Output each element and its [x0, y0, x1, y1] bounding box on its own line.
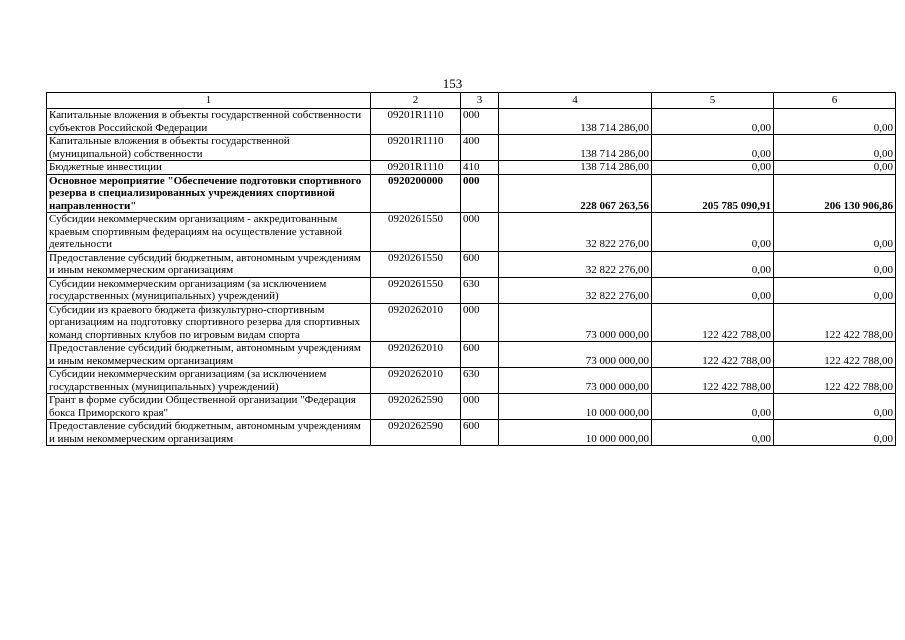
row-value-2024-cell: 138 714 286,00: [499, 161, 652, 175]
row-value-2024-cell: 10 000 000,00: [499, 420, 652, 446]
row-name-cell: Основное мероприятие "Обеспечение подготовки спортивного резерва в специализированных учреждениях спортивной направленности": [47, 174, 371, 213]
column-header: 4: [499, 93, 652, 109]
row-value-2026-cell: 122 422 788,00: [774, 342, 896, 368]
row-type-cell: 600: [461, 420, 499, 446]
row-type-cell: 000: [461, 394, 499, 420]
column-header: 1: [47, 93, 371, 109]
row-code-cell: 0920261550: [371, 213, 461, 252]
row-value-2026-cell: 0,00: [774, 277, 896, 303]
row-value-2025-cell: 0,00: [652, 394, 774, 420]
row-value-2025-cell: 0,00: [652, 161, 774, 175]
table-row: [47, 174, 896, 213]
budget-table: [46, 92, 896, 446]
row-name-cell: Капитальные вложения в объекты государственной собственности субъектов Российской Федерации: [47, 109, 371, 135]
row-type-cell: 630: [461, 277, 499, 303]
row-name-cell: Грант в форме субсидии Общественной организации "Федерация бокса Приморского края": [47, 394, 371, 420]
row-code-cell: 0920261550: [371, 251, 461, 277]
row-value-2026-cell: 122 422 788,00: [774, 303, 896, 342]
row-code-cell: 09201R1110: [371, 161, 461, 175]
table-row: [47, 342, 896, 368]
row-value-2024-cell: 32 822 276,00: [499, 277, 652, 303]
row-value-2024-cell: 73 000 000,00: [499, 303, 652, 342]
row-value-2025-cell: 205 785 090,91: [652, 174, 774, 213]
row-type-cell: 630: [461, 368, 499, 394]
row-name-cell: Капитальные вложения в объекты государственной (муниципальной) собственности: [47, 135, 371, 161]
row-value-2025-cell: 122 422 788,00: [652, 368, 774, 394]
row-type-cell: 000: [461, 174, 499, 213]
table-row: [47, 161, 896, 175]
row-name-cell: Предоставление субсидий бюджетным, автономным учреждениям и иным некоммерческим организациям: [47, 420, 371, 446]
row-code-cell: 09201R1110: [371, 109, 461, 135]
row-type-cell: 410: [461, 161, 499, 175]
row-value-2025-cell: 0,00: [652, 251, 774, 277]
row-value-2024-cell: 73 000 000,00: [499, 368, 652, 394]
table-row: [47, 277, 896, 303]
row-value-2024-cell: 32 822 276,00: [499, 251, 652, 277]
table-row: [47, 303, 896, 342]
table-row: [47, 109, 896, 135]
row-value-2026-cell: 0,00: [774, 109, 896, 135]
row-value-2025-cell: 0,00: [652, 109, 774, 135]
row-code-cell: 0920262590: [371, 394, 461, 420]
row-value-2026-cell: 0,00: [774, 394, 896, 420]
table-row: [47, 420, 896, 446]
row-value-2025-cell: 0,00: [652, 213, 774, 252]
row-name-cell: Бюджетные инвестиции: [47, 161, 371, 175]
row-code-cell: 0920261550: [371, 277, 461, 303]
row-code-cell: 0920262010: [371, 342, 461, 368]
table-header-row: [47, 93, 896, 109]
row-value-2024-cell: 10 000 000,00: [499, 394, 652, 420]
table-row: [47, 251, 896, 277]
row-value-2025-cell: 0,00: [652, 420, 774, 446]
row-value-2026-cell: 206 130 906,86: [774, 174, 896, 213]
row-value-2026-cell: 0,00: [774, 251, 896, 277]
row-code-cell: 0920262010: [371, 303, 461, 342]
column-header: 6: [774, 93, 896, 109]
row-value-2024-cell: 32 822 276,00: [499, 213, 652, 252]
row-code-cell: 0920262590: [371, 420, 461, 446]
row-value-2026-cell: 0,00: [774, 135, 896, 161]
table-row: [47, 368, 896, 394]
row-value-2026-cell: 0,00: [774, 213, 896, 252]
row-name-cell: Субсидии некоммерческим организациям (за исключением государственных (муниципальных) учреждений): [47, 368, 371, 394]
row-value-2024-cell: 138 714 286,00: [499, 135, 652, 161]
column-header: 3: [461, 93, 499, 109]
table-row: [47, 135, 896, 161]
row-value-2026-cell: 122 422 788,00: [774, 368, 896, 394]
row-value-2024-cell: 138 714 286,00: [499, 109, 652, 135]
row-value-2025-cell: 0,00: [652, 277, 774, 303]
row-name-cell: Предоставление субсидий бюджетным, автономным учреждениям и иным некоммерческим организациям: [47, 342, 371, 368]
table-row: [47, 213, 896, 252]
column-header: 5: [652, 93, 774, 109]
row-value-2026-cell: 0,00: [774, 420, 896, 446]
column-header: 2: [371, 93, 461, 109]
row-type-cell: 000: [461, 109, 499, 135]
row-type-cell: 600: [461, 251, 499, 277]
row-value-2024-cell: 73 000 000,00: [499, 342, 652, 368]
row-type-cell: 000: [461, 303, 499, 342]
row-code-cell: 09201R1110: [371, 135, 461, 161]
row-value-2024-cell: 228 067 263,56: [499, 174, 652, 213]
page-number: 153: [442, 76, 463, 91]
table-row: [47, 394, 896, 420]
row-name-cell: Субсидии некоммерческим организациям - аккредитованным краевым спортивным федерациям на осуществление уставной деятельности: [47, 213, 371, 252]
row-code-cell: 0920200000: [371, 174, 461, 213]
row-type-cell: 600: [461, 342, 499, 368]
row-code-cell: 0920262010: [371, 368, 461, 394]
row-value-2025-cell: 122 422 788,00: [652, 303, 774, 342]
row-name-cell: Субсидии некоммерческим организациям (за исключением государственных (муниципальных) учреждений): [47, 277, 371, 303]
row-value-2026-cell: 0,00: [774, 161, 896, 175]
row-name-cell: Субсидии из краевого бюджета физкультурно-спортивным организациям на подготовку спортивного резерва для спортивных команд спортивных клубов по игровым видам спорта: [47, 303, 371, 342]
row-type-cell: 400: [461, 135, 499, 161]
row-value-2025-cell: 0,00: [652, 135, 774, 161]
row-type-cell: 000: [461, 213, 499, 252]
row-value-2025-cell: 122 422 788,00: [652, 342, 774, 368]
row-name-cell: Предоставление субсидий бюджетным, автономным учреждениям и иным некоммерческим организациям: [47, 251, 371, 277]
